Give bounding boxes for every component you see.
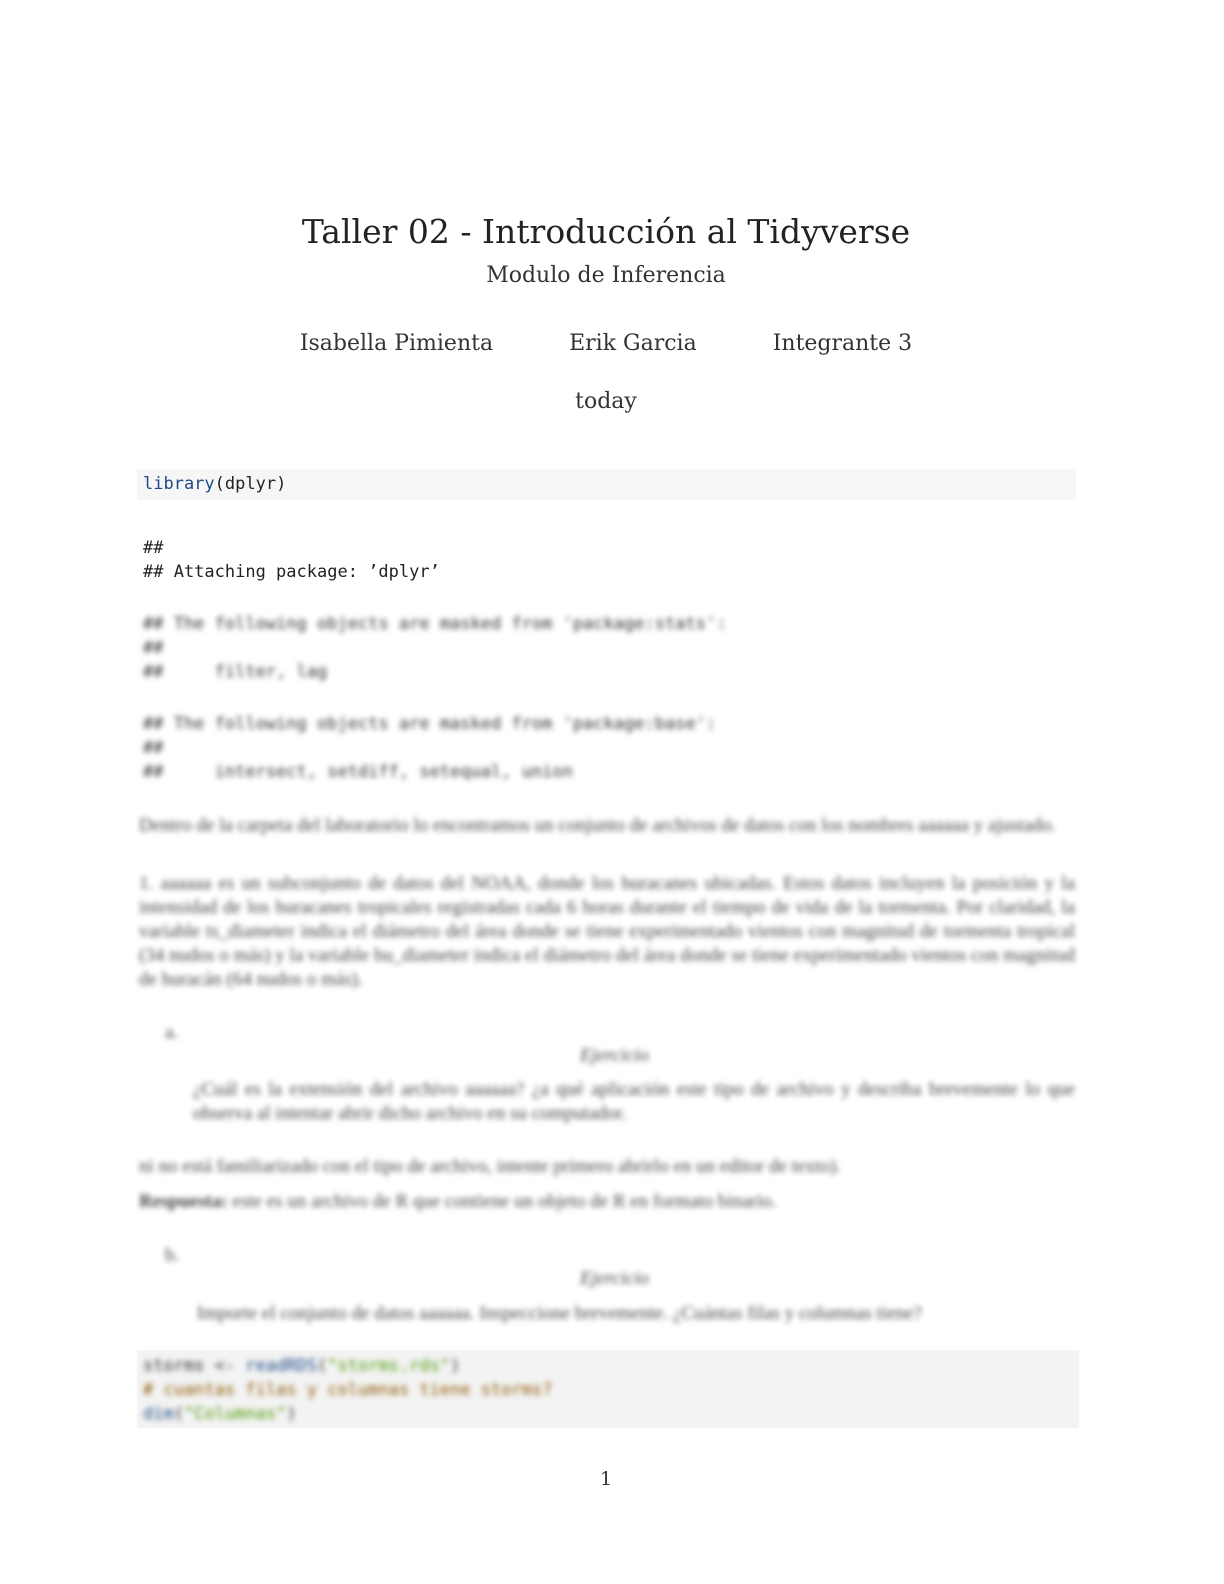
blurred-code-line: storms <- readRDS("storms.rds") bbox=[143, 1356, 461, 1376]
blurred-output: ## intersect, setdiff, setequal, union bbox=[143, 762, 573, 782]
author-2: Erik Garcia bbox=[569, 331, 697, 356]
blurred-heading: Ejercicio bbox=[580, 1045, 649, 1066]
blurred-output: ## The following objects are masked from 'package:stats': bbox=[143, 614, 727, 634]
blurred-paragraph: ¿Cuál es la extensión del archivo aaaaaa? ¿a qué aplicación este tipo de archivo y describa brevemente lo que observa al intentar abrir dicho archivo en su computador. bbox=[193, 1079, 1075, 1124]
code-chunk-library bbox=[137, 469, 1076, 500]
code-argument: (dplyr) bbox=[214, 474, 287, 494]
blurred-item: a. bbox=[165, 1022, 179, 1043]
document-subtitle: Modulo de Inferencia bbox=[486, 263, 726, 288]
blurred-output: ## bbox=[143, 638, 164, 658]
page-number: 1 bbox=[599, 1468, 613, 1490]
blurred-paragraph: 1. aaaaaa es un subconjunto de datos del NOAA, donde los huracanes ubicadas. Estos datos incluyen la posición y la intensidad de los huracanes tropicales registradas cada 6 horas durante el tiempo de vida de la tormenta. Por claridad, la variable ts_diameter indica el diámetro del área donde se tiene experimentado vientos con magnitud de tormenta tropical (34 nudos o más) y la variable hu_diameter indica el diámetro del área donde se tiene experimentado vientos con magnitud de huracán (64 nudos o más). bbox=[139, 873, 1075, 990]
blurred-code-line: dim("Columnas") bbox=[143, 1404, 297, 1424]
code-chunk-blurred bbox=[137, 1350, 1079, 1428]
blurred-paragraph: Dentro de la carpeta del laboratorio lo encontramos un conjunto de archivos de datos con los nombres aaaaaa y ajustado. bbox=[139, 815, 1056, 836]
blurred-heading: Ejercicio bbox=[580, 1268, 649, 1289]
blurred-paragraph: Importe el conjunto de datos aaaaaa. Inspeccione brevemente. ¿Cuántas filas y columnas tiene? bbox=[197, 1303, 922, 1324]
blurred-output: ## The following objects are masked from 'package:base': bbox=[143, 714, 717, 734]
document-date: today bbox=[575, 389, 637, 414]
author-list bbox=[0, 331, 1212, 356]
console-output-line-1: ## bbox=[143, 538, 164, 558]
blurred-code-line: # cuantas filas y columnas tiene storms? bbox=[143, 1380, 553, 1400]
blurred-output: ## filter, lag bbox=[143, 662, 328, 682]
document-title: Taller 02 - Introducción al Tidyverse bbox=[301, 212, 911, 251]
code-line bbox=[143, 474, 286, 494]
blurred-paragraph: Respuesta: este es un archivo de R que contiene un objeto de R en formato binario. bbox=[139, 1191, 777, 1212]
blurred-paragraph: ni no está familiarizado con el tipo de archivo, intente primero abrirlo en un editor de texto). bbox=[139, 1156, 841, 1177]
console-output-line-2: ## Attaching package: ’dplyr’ bbox=[143, 562, 440, 582]
blurred-output: ## bbox=[143, 738, 164, 758]
blurred-item: b. bbox=[165, 1245, 180, 1266]
code-function: library bbox=[143, 474, 215, 494]
author-1: Isabella Pimienta bbox=[299, 331, 494, 356]
author-3: Integrante 3 bbox=[772, 331, 913, 356]
